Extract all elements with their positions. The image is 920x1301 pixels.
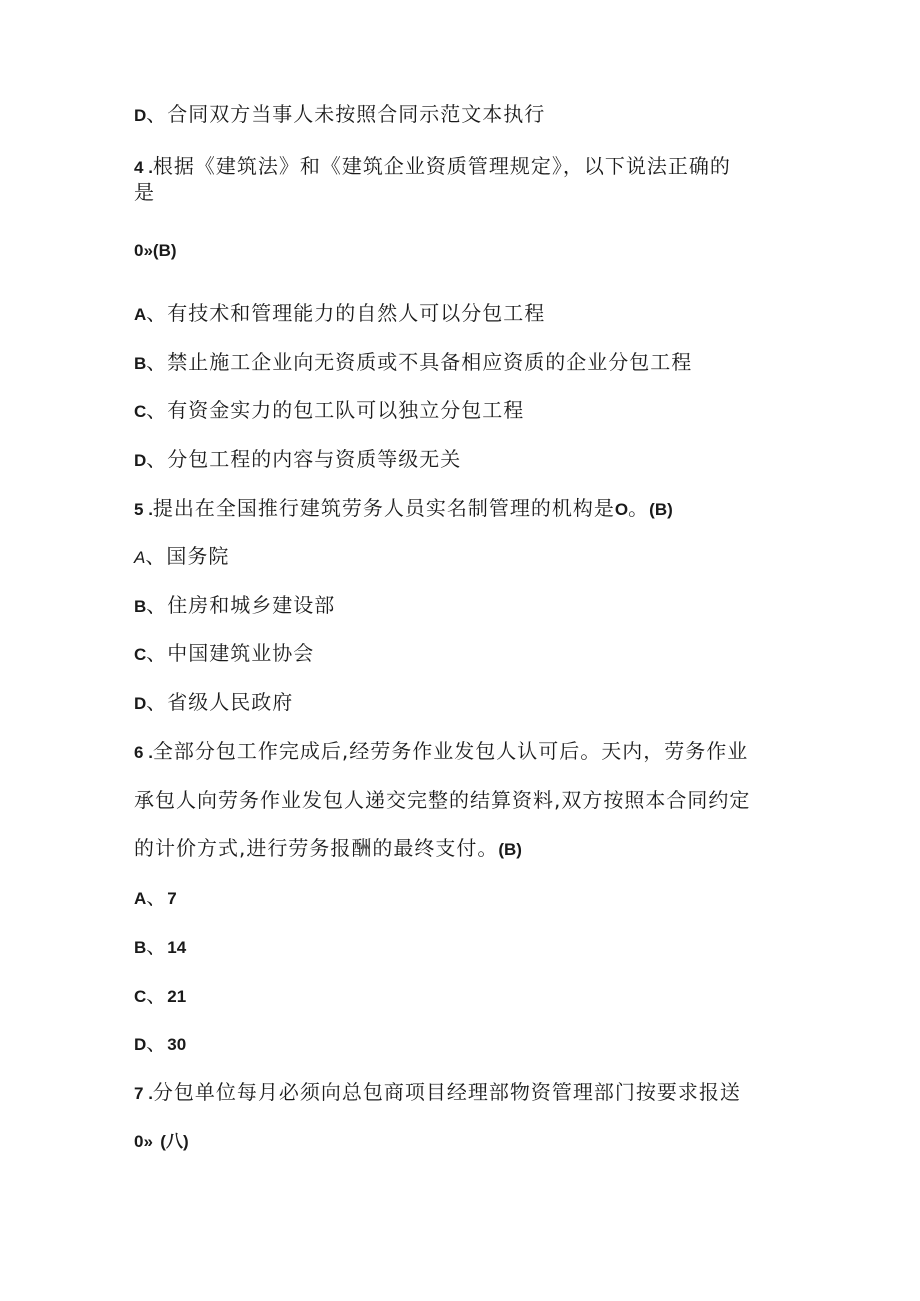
option-text: 国务院 <box>166 544 230 568</box>
question-sep: . <box>143 500 153 519</box>
option-marker: B <box>134 938 147 957</box>
punctuation: 。 <box>628 496 650 520</box>
answer-mark: (B) <box>498 840 522 859</box>
option-text: 禁止施工企业向无资质或不具备相应资质的企业分包工程 <box>167 350 693 374</box>
question-5-line <box>134 496 673 522</box>
question-4-line <box>134 154 731 180</box>
question-text: 提出在全国推行建筑劳务人员实名制管理的机构是 <box>152 496 615 520</box>
option-b-line <box>134 934 186 960</box>
option-text: 分包工程的内容与资质等级无关 <box>167 447 462 471</box>
question-7-answer <box>134 1128 189 1154</box>
question-text: 是 <box>134 180 155 204</box>
option-sep: 、 <box>146 983 168 1007</box>
option-sep: 、 <box>146 641 168 665</box>
question-text: 的计价方式,进行劳务报酬的最终支付。 <box>134 836 499 860</box>
option-d-line <box>134 447 461 473</box>
question-4-continuation <box>134 180 155 204</box>
option-marker: C <box>134 645 147 664</box>
option-a-line <box>134 301 545 327</box>
option-marker: C <box>134 402 147 421</box>
option-marker: D <box>134 1035 147 1054</box>
option-sep: 、 <box>146 301 168 325</box>
question-text: 承包人向劳务作业发包人递交完整的结算资料,双方按照本合同约定 <box>134 788 751 812</box>
question-sep: . <box>143 158 153 177</box>
option-marker: B <box>134 597 147 616</box>
option-c-line <box>134 398 524 424</box>
option-value: 30 <box>167 1035 187 1054</box>
question-6-continuation <box>134 836 522 862</box>
question-number: 7 <box>134 1084 144 1103</box>
option-d-line <box>134 690 293 716</box>
question-number: 4 <box>134 158 144 177</box>
option-marker: A <box>134 889 147 908</box>
option-text: 合同双方当事人未按照合同示范文本执行 <box>167 102 546 126</box>
option-sep: 、 <box>146 934 168 958</box>
option-marker: D <box>134 451 147 470</box>
answer-mark: (八) <box>160 1132 189 1151</box>
option-marker: A <box>134 305 147 324</box>
option-value: 7 <box>167 889 177 908</box>
question-number: 6 <box>134 743 144 762</box>
option-c-line <box>134 983 186 1009</box>
question-4-answer <box>134 237 177 263</box>
option-sep: 、 <box>146 690 168 714</box>
option-text: 中国建筑业协会 <box>167 641 315 665</box>
question-number: 5 <box>134 500 144 519</box>
question-sep: . <box>143 1084 153 1103</box>
option-a-line <box>134 544 229 570</box>
option-c-line <box>134 641 314 667</box>
option-sep: 、 <box>146 398 168 422</box>
option-marker: A <box>134 548 146 567</box>
answer-prefix: 0» <box>134 1132 153 1151</box>
question-text: 全部分包工作完成后,经劳务作业发包人认可后。天内，劳务作业 <box>152 739 749 763</box>
question-sep: . <box>143 743 153 762</box>
option-d-line <box>134 102 545 128</box>
option-sep: 、 <box>146 1031 168 1055</box>
option-d-line <box>134 1031 186 1057</box>
option-text: 住房和城乡建设部 <box>167 593 336 617</box>
option-sep: 、 <box>146 885 168 909</box>
option-sep: 、 <box>146 447 168 471</box>
question-text: 根据《建筑法》和《建筑企业资质管理规定》，以下说法正确的 <box>152 154 731 178</box>
option-sep: 、 <box>145 544 167 568</box>
option-marker: D <box>134 694 147 713</box>
question-7-line <box>134 1080 741 1106</box>
option-marker: B <box>134 354 147 373</box>
option-text: 省级人民政府 <box>167 690 294 714</box>
option-b-line <box>134 350 692 376</box>
option-marker: C <box>134 987 147 1006</box>
answer-mark: (B) <box>649 500 673 519</box>
option-text: 有技术和管理能力的自然人可以分包工程 <box>167 301 546 325</box>
question-6-line <box>134 739 748 765</box>
option-sep: 、 <box>146 593 168 617</box>
blank-mark: O <box>614 500 629 519</box>
option-value: 21 <box>167 987 187 1006</box>
answer-mark: 0»(B) <box>134 241 177 260</box>
option-b-line <box>134 593 335 619</box>
option-value: 14 <box>167 938 187 957</box>
question-text: 分包单位每月必须向总包商项目经理部物资管理部门按要求报送 <box>152 1080 741 1104</box>
option-text: 有资金实力的包工队可以独立分包工程 <box>167 398 525 422</box>
question-6-continuation <box>134 788 750 812</box>
option-marker: D <box>134 106 147 125</box>
option-sep: 、 <box>146 102 168 126</box>
option-sep: 、 <box>146 350 168 374</box>
option-a-line <box>134 885 177 911</box>
